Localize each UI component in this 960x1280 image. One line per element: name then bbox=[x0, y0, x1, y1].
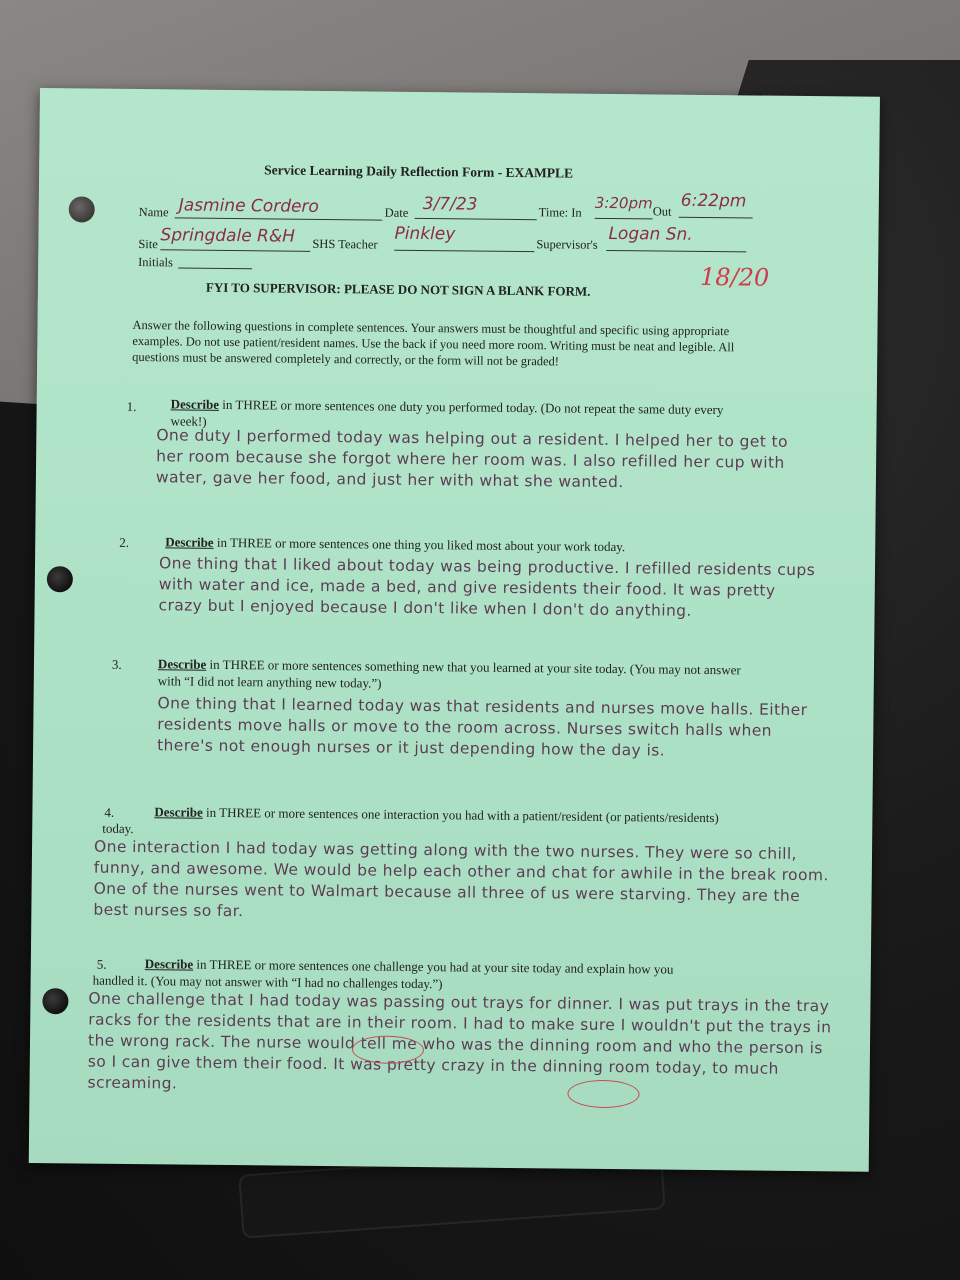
date-value: 3/7/23 bbox=[422, 194, 478, 215]
teacher-line bbox=[394, 250, 534, 252]
punch-hole-icon bbox=[42, 988, 68, 1014]
punch-hole-icon bbox=[69, 196, 95, 222]
initials-label: Initials bbox=[138, 255, 173, 270]
name-label: Name bbox=[138, 205, 169, 220]
teacher-label: SHS Teacher bbox=[312, 236, 378, 252]
question-prompt: Describe in THREE or more sentences one challenge you had at your site today and explain how you handled it. (You may not answer with “I had no challenges today.”) bbox=[92, 956, 674, 992]
reflection-form-sheet bbox=[29, 88, 880, 1172]
out-value: 6:22pm bbox=[680, 190, 747, 212]
question-prompt: Describe in THREE or more sentences something new that you learned at your site today. (You may not answer with “I did not learn anything new today.”) bbox=[157, 656, 741, 691]
question-answer: One thing that I liked about today was being productive. I refilled residents cups with water and ice, made a bed, and give residents their food. It was pretty crazy but I enjoyed because I don't like when I don't do anything. bbox=[158, 554, 816, 620]
out-label: Out bbox=[652, 204, 672, 219]
question-answer: One thing that I learned today was that residents and nurses move halls. Either residents move halls or move to the room across. Nurses switch halls when there's not enough nurses or it just depending how the day is. bbox=[157, 694, 808, 760]
out-line bbox=[679, 217, 753, 219]
date-label: Date bbox=[384, 205, 409, 220]
question-prompt: Describe in THREE or more sentences one interaction you had with a patient/resident (or patients/residents) today. bbox=[102, 804, 719, 837]
punch-hole-icon bbox=[47, 566, 73, 592]
question-answer: One challenge that I had today was passing out trays for dinner. I was put trays in the tray racks for the residents that are in their room. I had to make sure I wouldn't put the trays in the wrong rack. The nurse would tell me who was the dinning room and who the person is so I can give them their food. It was pretty crazy in the dinning room today, to much screaming. bbox=[87, 989, 832, 1093]
teacher-correction-circle bbox=[567, 1080, 639, 1109]
name-line bbox=[175, 217, 383, 220]
site-line bbox=[160, 249, 310, 252]
grade-mark: 18/20 bbox=[699, 262, 770, 292]
question-number: 4. bbox=[104, 804, 115, 820]
question-answer: One interaction I had today was getting along with the two nurses. They were so chill, funny, and awesome. We would be help each other and chat for awhile in the break room. One of the nurses went to Walmart because all three of us were starving. They are the best nurses so far. bbox=[93, 837, 829, 921]
supervisor-label: Supervisor's bbox=[536, 237, 598, 252]
question-number: 1. bbox=[126, 398, 137, 415]
teacher-correction-circle bbox=[352, 1035, 424, 1064]
initials-line bbox=[178, 267, 252, 269]
form-title: Service Learning Daily Reflection Form - EXAMPLE bbox=[264, 162, 574, 181]
question-answer: One duty I performed today was helping out a resident. I helped her to get to her room because she forgot where her room was. I also refilled her cup with water, gave her food, and just her with what she wanted. bbox=[155, 426, 789, 492]
site-value: Springdale R&H bbox=[160, 225, 296, 247]
supervisor-line bbox=[606, 250, 746, 252]
question-number: 3. bbox=[111, 656, 122, 672]
date-line bbox=[415, 218, 537, 220]
teacher-value: Pinkley bbox=[394, 223, 456, 245]
name-value: Jasmine Cordero bbox=[178, 195, 319, 217]
instructions-text: Answer the following questions in complete sentences. Your answers must be thoughtful and specific using appropriate examples. Do not use patient/resident names. Use the back if you need more room. Writing must be neat and legible. All questions must be answered completely and correctly, or the form will not be graded! bbox=[132, 317, 735, 369]
question-prompt: Describe in THREE or more sentences one duty you performed today. (Do not repeat the same duty every week!) bbox=[170, 396, 724, 429]
time-in-label: Time: In bbox=[538, 205, 582, 220]
question-number: 2. bbox=[119, 534, 130, 550]
time-in-value: 3:20pm bbox=[594, 193, 653, 213]
question-prompt: Describe in THREE or more sentences one thing you liked most about your work today. bbox=[165, 534, 626, 555]
question-number: 5. bbox=[96, 956, 107, 972]
supervisor-value: Logan Sn. bbox=[608, 223, 693, 245]
time-in-line bbox=[595, 218, 653, 220]
supervisor-warning: FYI TO SUPERVISOR: PLEASE DO NOT SIGN A BLANK FORM. bbox=[205, 279, 591, 299]
site-label: Site bbox=[138, 237, 158, 252]
